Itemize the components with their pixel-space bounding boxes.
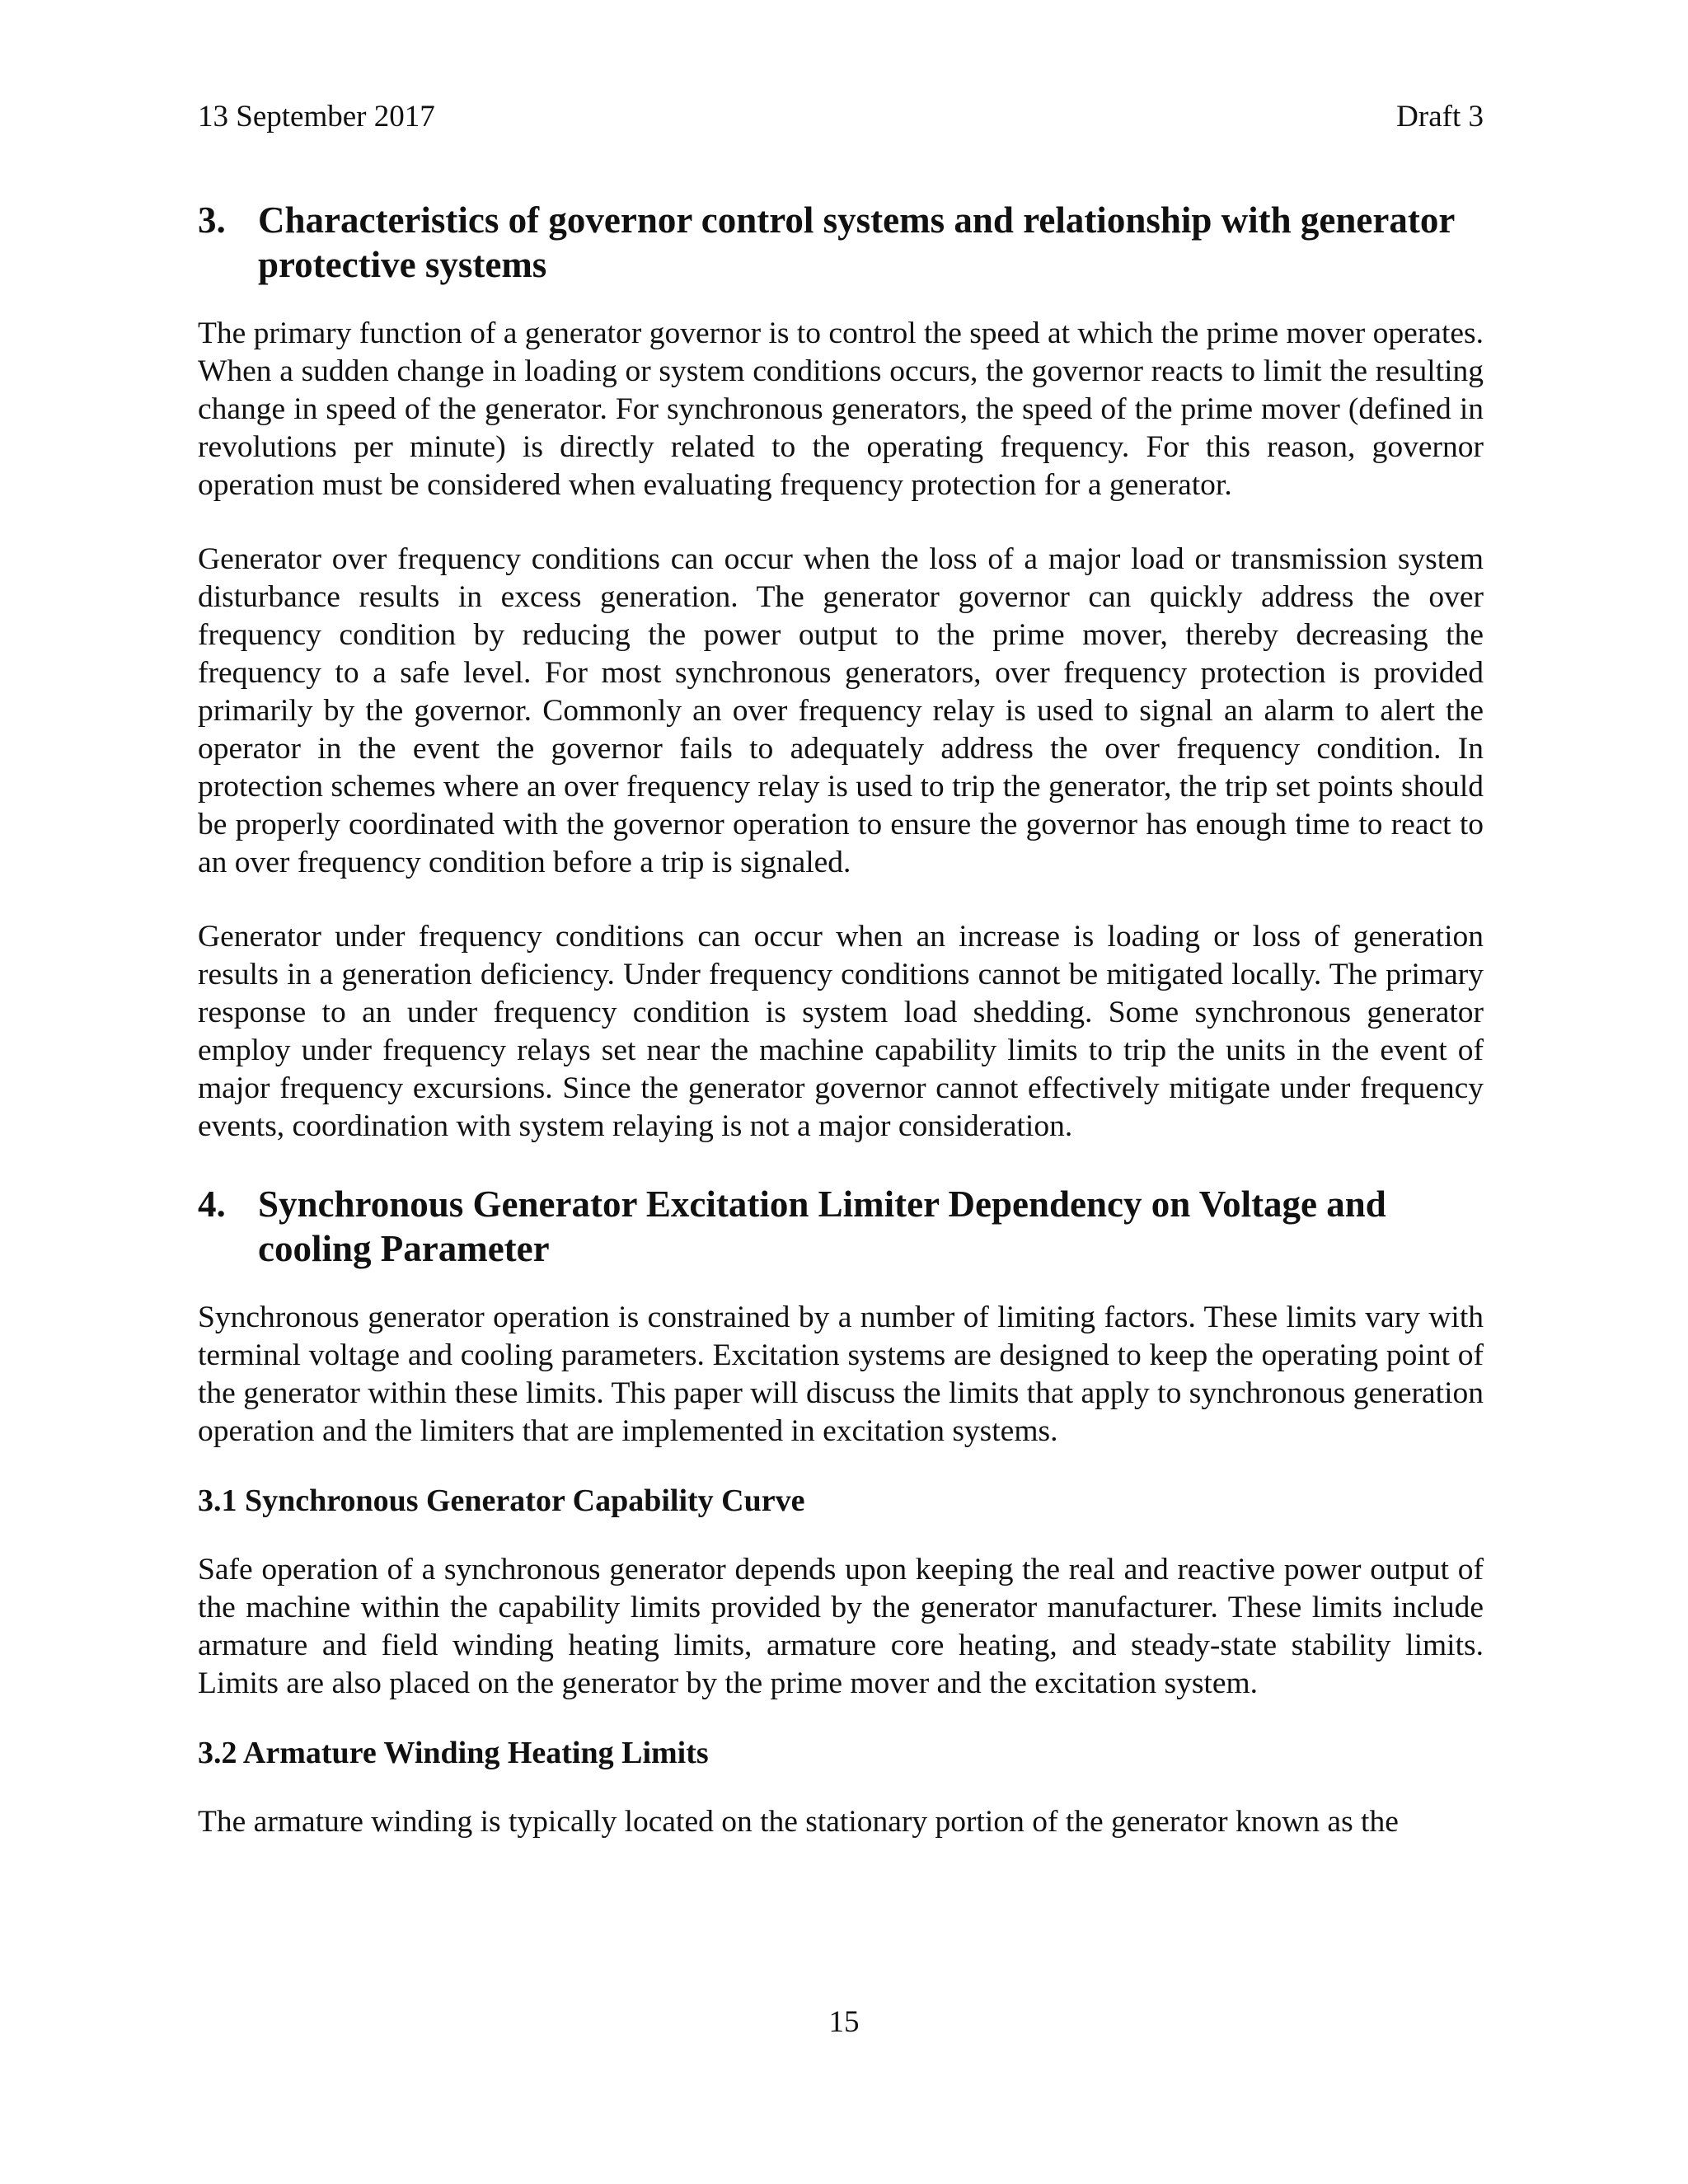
subsection-3-2-paragraph: The armature winding is typically located on the stationary portion of the generator known as the <box>198 1805 1399 1839</box>
page-number: 15 <box>828 2005 860 2039</box>
section-3-title: Characteristics of governor control systems and relationship with generator protective systems <box>258 199 1455 285</box>
section-3-paragraph-2: Generator over frequency conditions can occur when the loss of a major load or transmission system disturbance results in excess generation. The generator governor can quickly address the over frequency condition by reducing the power output to the prime mover, thereby decreasing the frequency to a safe level. For most synchronous generators, over frequency protection is provided primarily by the governor. Commonly an over frequency relay is used to signal an alarm to alert the operator in the event the governor fails to adequately address the over frequency condition. In protection schemes where an over frequency relay is used to trip the generator, the trip set points should be properly coordinated with the governor operation to ensure the governor has enough time to react to an over frequency condition before a trip is signaled. <box>198 542 1484 879</box>
section-4-title: Synchronous Generator Excitation Limiter Dependency on Voltage and cooling Parameter <box>258 1183 1386 1269</box>
section-3-paragraph-3: Generator under frequency conditions can occur when an increase is loading or loss of generation results in a generation deficiency. Under frequency conditions cannot be mitigated locally. The primary response to an under frequency condition is system load shedding. Some synchronous generator employ under frequency relays set near the machine capability limits to trip the units in the event of major frequency excursions. Since the generator governor cannot effectively mitigate under frequency events, coordination with system relaying is not a major consideration. <box>198 920 1484 1143</box>
section-3-paragraph-1: The primary function of a generator governor is to control the speed at which the prime mover operates. When a sudden change in loading or system conditions occurs, the governor reacts to limit the resulting change in speed of the generator. For synchronous generators, the speed of the prime mover (defined in revolutions per minute) is directly related to the operating frequency. For this reason, governor operation must be considered when evaluating frequency protection for a generator. <box>198 316 1484 502</box>
page-content <box>198 198 1484 1841</box>
subsection-3-2-heading: 3.2 Armature Winding Heating Limits <box>198 1736 709 1770</box>
section-3-number: 3. <box>198 199 226 241</box>
section-4-heading <box>198 1182 1484 1271</box>
section-4-number: 4. <box>198 1183 226 1225</box>
section-4-paragraph: Synchronous generator operation is constrained by a number of limiting factors. These limits vary with terminal voltage and cooling parameters. Excitation systems are designed to keep the operating point of the generator within these limits. This paper will discuss the limits that apply to synchronous generation operation and the limiters that are implemented in excitation systems. <box>198 1301 1484 1448</box>
header-date: 13 September 2017 <box>198 100 435 134</box>
subsection-3-1-heading: 3.1 Synchronous Generator Capability Curve <box>198 1483 805 1518</box>
header-draft-label: Draft 3 <box>1396 100 1484 134</box>
subsection-3-1-paragraph: Safe operation of a synchronous generator depends upon keeping the real and reactive power output of the machine within the capability limits provided by the generator manufacturer. These limits include armature and field winding heating limits, armature core heating, and steady-state stability limits. Limits are also placed on the generator by the prime mover and the excitation system. <box>198 1553 1484 1700</box>
section-3-heading <box>198 198 1484 287</box>
